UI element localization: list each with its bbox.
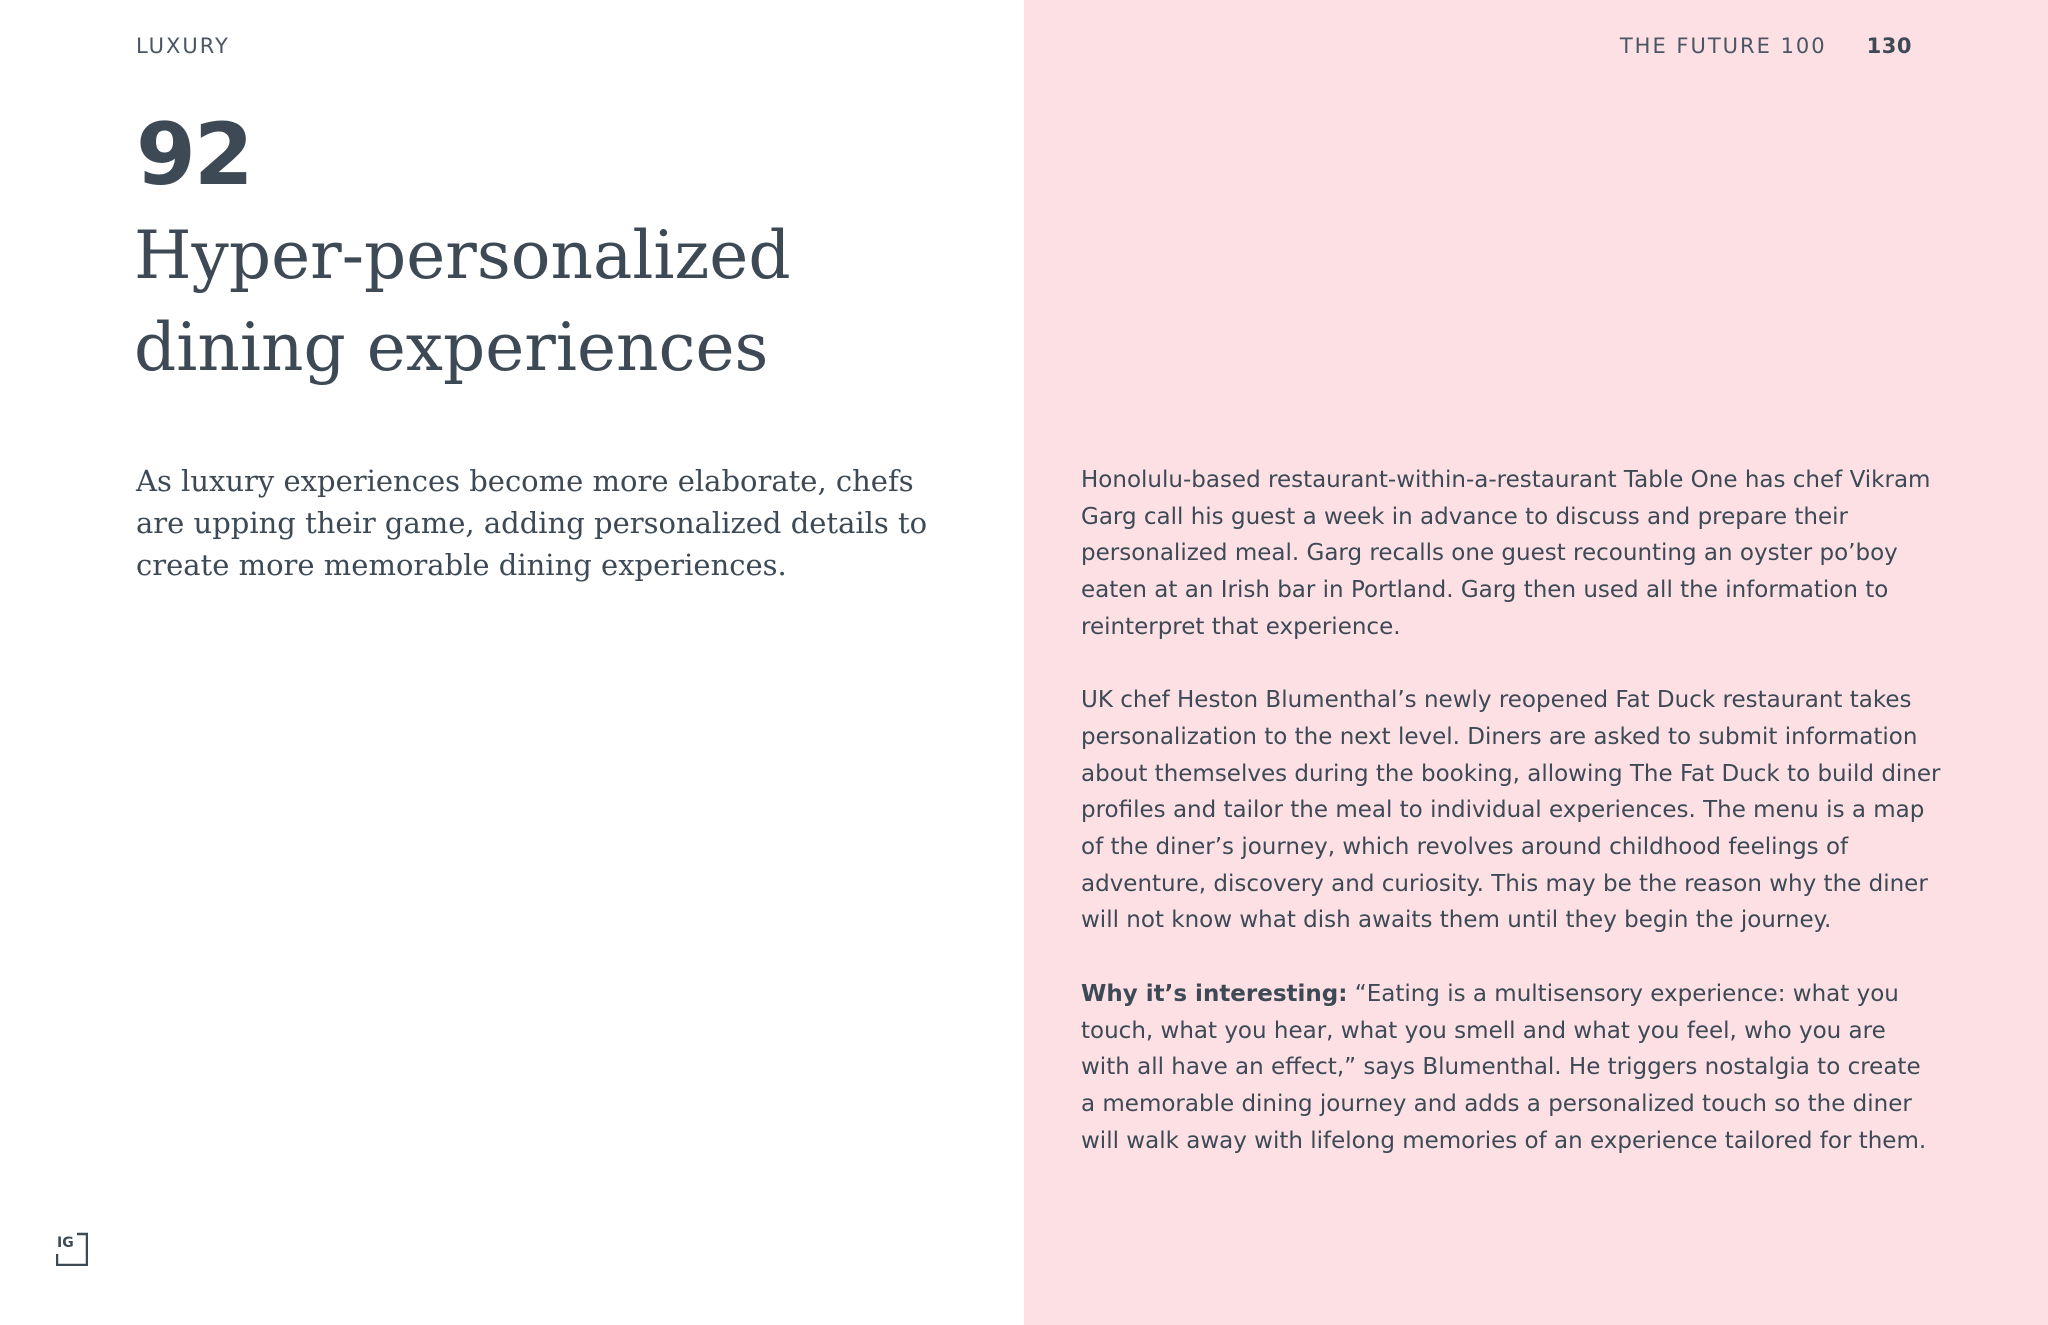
body-text xyxy=(1081,462,1941,1196)
trend-title-line-1: Hyper-personalized xyxy=(134,217,791,294)
why-interesting-paragraph xyxy=(1081,976,1941,1160)
body-paragraph-1: Honolulu-based restaurant-within-a-restaurant Table One has chef Vikram Garg call his guest a week in advance to discuss and prepare their personalized meal. Garg recalls one guest recounting an oyster po’boy eaten at an Irish bar in Portland. Garg then used all the information to reinterpret that experience. xyxy=(1081,467,1931,640)
page-number: 130 xyxy=(1866,34,1912,58)
trend-number: 92 xyxy=(136,112,252,200)
trend-title xyxy=(134,210,954,394)
logo-text: IG xyxy=(57,1235,74,1251)
report-title: THE FUTURE 100 xyxy=(1619,34,1827,58)
trend-title-line-2: dining experiences xyxy=(134,309,769,386)
body-paragraph-2: UK chef Heston Blumenthal’s newly reopened Fat Duck restaurant takes personalization to the next level. Diners are asked to submit information about themselves during the booking, allowing The Fat Duck to build diner profiles and tailor the meal to individual experiences. The menu is a map of the diner’s journey, which revolves around childhood feelings of adventure, discovery and curiosity. This may be the reason why the diner will not know what dish awaits them until they begin the journey. xyxy=(1081,687,1941,934)
why-interesting-label: Why it’s interesting: xyxy=(1081,980,1348,1007)
why-interesting-text: “Eating is a multisensory experience: what you touch, what you hear, what you smell and what you feel, who you are with all have an effect,” says Blumenthal. He triggers nostalgia to create a memorable dining journey and adds a personalized touch so the diner will walk away with lifelong memories of an experience tailored for them. xyxy=(1081,980,1927,1154)
ig-logo-icon xyxy=(56,1232,88,1266)
intro-paragraph: As luxury experiences become more elaborate, chefs are upping their game, adding personalized details to create more memorable dining experiences. xyxy=(136,464,928,582)
report-header xyxy=(1620,34,1912,58)
section-label: LUXURY xyxy=(136,34,230,58)
